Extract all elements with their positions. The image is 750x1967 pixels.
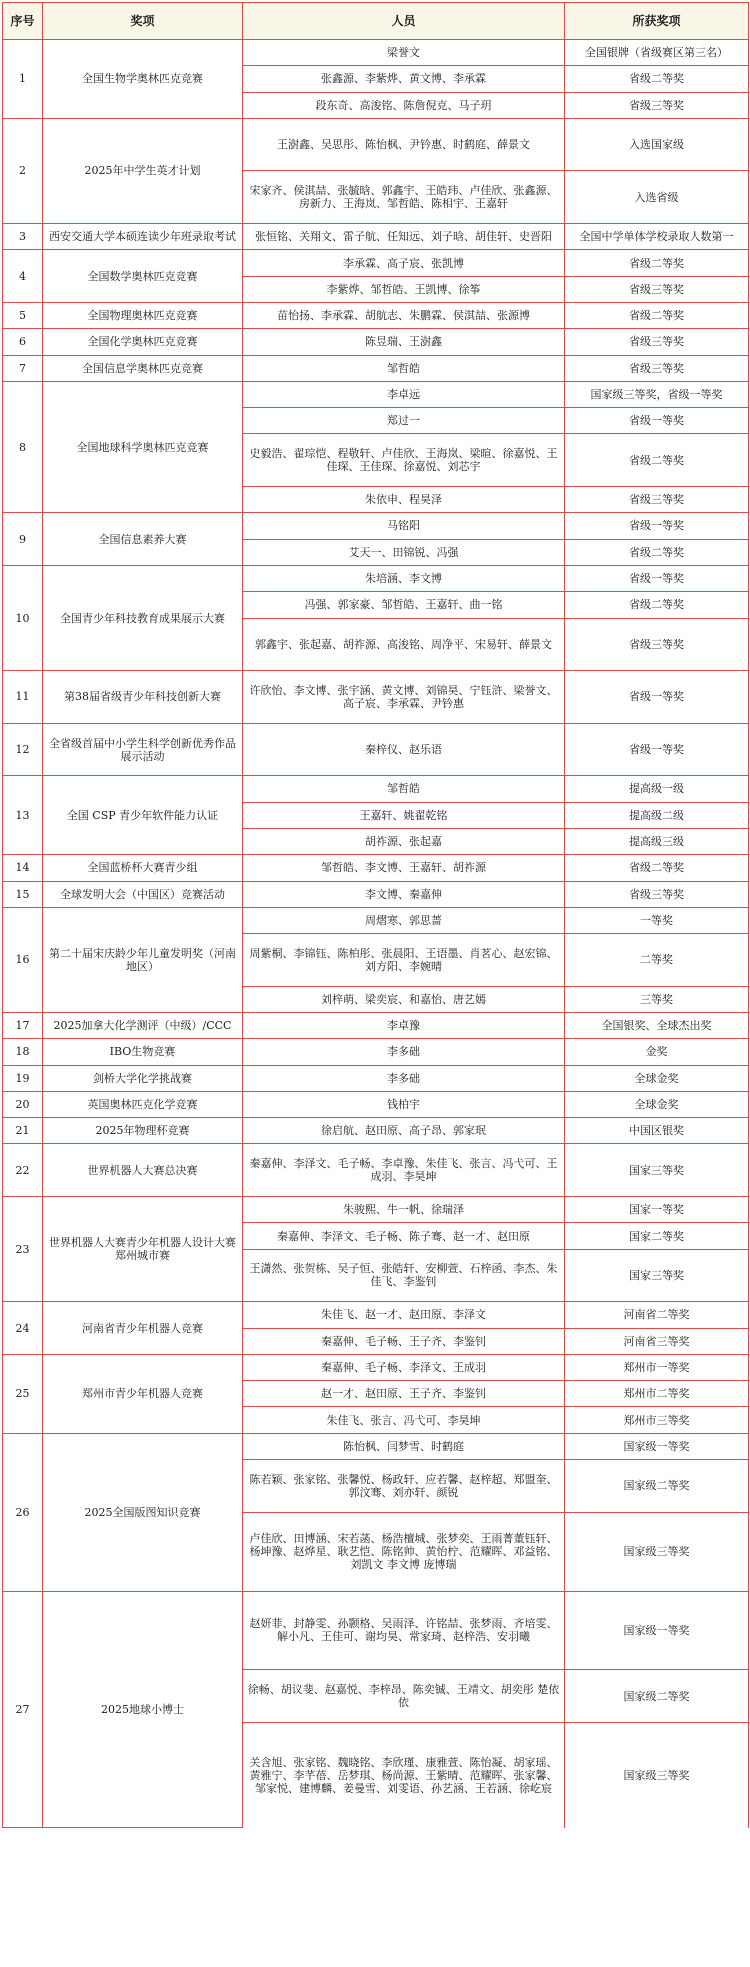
people-cell: 邹哲皓、李文博、王嘉轩、胡祚源	[243, 855, 565, 881]
table-row	[3, 224, 749, 250]
table-body	[3, 40, 749, 1828]
prize-cell: 提高级二级	[565, 802, 749, 828]
people-cell: 李文博、秦嘉伸	[243, 881, 565, 907]
row-number: 17	[3, 1012, 43, 1038]
prize-cell: 省级二等奖	[565, 855, 749, 881]
people-cell: 卢佳欣、田博涵、宋若菡、杨浩檀城、张梦奕、王雨菁董钰轩、杨坤豫、赵烨星、耿艺恺、陈铭帅、黄怡柠、范耀晖、邓益铭、刘凯文 李文博 庞博瑞	[243, 1512, 565, 1591]
people-cell: 苗怡扬、李承霖、胡航志、朱鹏霖、侯淇喆、张源博	[243, 302, 565, 328]
prize-cell: 国家级一等奖	[565, 1433, 749, 1459]
people-cell: 陈昱瑞、王澍鑫	[243, 329, 565, 355]
prize-cell: 国家二等奖	[565, 1223, 749, 1249]
people-cell: 朱培涵、李文博	[243, 565, 565, 591]
row-number: 27	[3, 1591, 43, 1828]
table-row	[3, 1591, 749, 1670]
prize-cell: 二等奖	[565, 934, 749, 987]
header-number: 序号	[3, 3, 43, 40]
prize-cell: 省级三等奖	[565, 276, 749, 302]
prize-cell: 国家级二等奖	[565, 1460, 749, 1513]
row-number: 3	[3, 224, 43, 250]
table-row	[3, 1302, 749, 1328]
award-name: 全国青少年科技教育成果展示大赛	[43, 565, 243, 670]
table-row	[3, 1012, 749, 1038]
row-number: 13	[3, 776, 43, 855]
prize-cell: 省级二等奖	[565, 539, 749, 565]
prize-cell: 三等奖	[565, 986, 749, 1012]
award-name: 世界机器人大赛青少年机器人设计大赛郑州城市赛	[43, 1197, 243, 1302]
row-number: 1	[3, 40, 43, 119]
award-name: 全国地球科学奥林匹克竞赛	[43, 381, 243, 512]
people-cell: 周紫桐、李锦钰、陈柏彤、张晨阳、王语墨、肖茗心、赵宏锦、刘方阳、李婉晴	[243, 934, 565, 987]
people-cell: 李紫烨、邹哲皓、王凯博、徐筝	[243, 276, 565, 302]
table-row	[3, 40, 749, 66]
table-row	[3, 329, 749, 355]
row-number: 11	[3, 671, 43, 724]
row-number: 10	[3, 565, 43, 670]
prize-cell: 郑州市一等奖	[565, 1354, 749, 1380]
people-cell: 朱依申、程昊泽	[243, 487, 565, 513]
table-row	[3, 1118, 749, 1144]
row-number: 24	[3, 1302, 43, 1355]
prize-cell: 省级一等奖	[565, 408, 749, 434]
people-cell: 秦嘉伸、毛子畅、王子齐、李鉴钊	[243, 1328, 565, 1354]
prize-cell: 一等奖	[565, 907, 749, 933]
prize-cell: 国家级三等奖	[565, 1512, 749, 1591]
table-row	[3, 855, 749, 881]
prize-cell: 省级二等奖	[565, 434, 749, 487]
people-cell: 徐畅、胡议斐、赵嘉悦、李梓昂、陈奕铖、王靖文、胡奕彤 楚依依	[243, 1670, 565, 1723]
row-number: 2	[3, 118, 43, 223]
table-row	[3, 907, 749, 933]
award-name: 全省级首届中小学生科学创新优秀作品展示活动	[43, 723, 243, 776]
table-row	[3, 355, 749, 381]
prize-cell: 省级二等奖	[565, 302, 749, 328]
row-number: 14	[3, 855, 43, 881]
people-cell: 李多础	[243, 1065, 565, 1091]
table-row	[3, 1433, 749, 1459]
prize-cell: 省级一等奖	[565, 723, 749, 776]
people-cell: 梁誉文	[243, 40, 565, 66]
award-name: 全国 CSP 青少年软件能力认证	[43, 776, 243, 855]
prize-cell: 提高级三级	[565, 828, 749, 854]
people-cell: 秦嘉伸、毛子畅、李泽文、王成羽	[243, 1354, 565, 1380]
prize-cell: 国家级三等奖，省级一等奖	[565, 381, 749, 407]
row-number: 23	[3, 1197, 43, 1302]
row-number: 19	[3, 1065, 43, 1091]
table-row	[3, 565, 749, 591]
table-row	[3, 1065, 749, 1091]
prize-cell: 国家一等奖	[565, 1197, 749, 1223]
row-number: 16	[3, 907, 43, 1012]
prize-cell: 省级一等奖	[565, 565, 749, 591]
prize-cell: 全球金奖	[565, 1065, 749, 1091]
people-cell: 秦嘉伸、李泽文、毛子畅、陈子骞、赵一才、赵田原	[243, 1223, 565, 1249]
award-name: 河南省青少年机器人竞赛	[43, 1302, 243, 1355]
row-number: 20	[3, 1091, 43, 1117]
row-number: 12	[3, 723, 43, 776]
people-cell: 艾天一、田锦锐、冯强	[243, 539, 565, 565]
table-row	[3, 513, 749, 539]
award-name: 世界机器人大赛总决赛	[43, 1144, 243, 1197]
row-number: 6	[3, 329, 43, 355]
prize-cell: 全球金奖	[565, 1091, 749, 1117]
prize-cell: 国家级三等奖	[565, 1723, 749, 1828]
award-name: 2025年中学生英才计划	[43, 118, 243, 223]
prize-cell: 省级一等奖	[565, 513, 749, 539]
award-name: 全国物理奥林匹克竞赛	[43, 302, 243, 328]
table-row	[3, 381, 749, 407]
table-header-row	[3, 3, 749, 40]
prize-cell: 省级三等奖	[565, 355, 749, 381]
award-name: 全国数学奥林匹克竞赛	[43, 250, 243, 303]
prize-cell: 省级三等奖	[565, 92, 749, 118]
award-name: 2025加拿大化学测评（中级）/CCC	[43, 1012, 243, 1038]
prize-cell: 省级二等奖	[565, 250, 749, 276]
people-cell: 朱骏熙、牛一帆、徐瑞泽	[243, 1197, 565, 1223]
award-name: 郑州市青少年机器人竞赛	[43, 1354, 243, 1433]
prize-cell: 入选国家级	[565, 118, 749, 171]
row-number: 18	[3, 1039, 43, 1065]
award-name: 剑桥大学化学挑战赛	[43, 1065, 243, 1091]
people-cell: 张恒铭、关翔文、雷子航、任知远、刘子晗、胡佳轩、史晋阳	[243, 224, 565, 250]
prize-cell: 中国区银奖	[565, 1118, 749, 1144]
award-name: 全国生物学奥林匹克竞赛	[43, 40, 243, 119]
table-row	[3, 1144, 749, 1197]
people-cell: 关含旭、张家铭、魏晓铭、李欣瑾、康雅萱、陈怡凝、胡家瑶、黄雅宁、李芊蓓、岳梦琪、杨尚源、王紫晴、范耀晖、张家馨、邹家悦、建博麟、姜曼雪、刘雯语、孙艺涵、王若涵、徐屹宸	[243, 1723, 565, 1828]
row-number: 4	[3, 250, 43, 303]
people-cell: 马铭阳	[243, 513, 565, 539]
people-cell: 宋家齐、侯淇喆、张毓晗、郭鑫宇、王皓玮、卢佳欣、张鑫源、房新力、王海岚、邹哲皓、陈相宇、王嘉轩	[243, 171, 565, 224]
prize-cell: 金奖	[565, 1039, 749, 1065]
people-cell: 李承霖、高子宸、张凯博	[243, 250, 565, 276]
prize-cell: 河南省二等奖	[565, 1302, 749, 1328]
row-number: 21	[3, 1118, 43, 1144]
header-award: 奖项	[43, 3, 243, 40]
award-name: 全国信息学奥林匹克竞赛	[43, 355, 243, 381]
table-row	[3, 250, 749, 276]
row-number: 22	[3, 1144, 43, 1197]
table-row	[3, 1091, 749, 1117]
people-cell: 段东奇、高浚铭、陈詹倪克、马子玥	[243, 92, 565, 118]
prize-cell: 入选省级	[565, 171, 749, 224]
prize-cell: 国家级一等奖	[565, 1591, 749, 1670]
header-people: 人员	[243, 3, 565, 40]
prize-cell: 国家三等奖	[565, 1249, 749, 1302]
people-cell: 王澍鑫、吴思彤、陈怡枫、尹钤惠、时鹤庭、薛景文	[243, 118, 565, 171]
people-cell: 许欣怡、李文博、张宇涵、黄文博、刘锦昊、宁钰浒、梁誉文、高子宸、李承霖、尹钤惠	[243, 671, 565, 724]
award-name: 全国化学奥林匹克竞赛	[43, 329, 243, 355]
award-name: 西安交通大学本硕连读少年班录取考试	[43, 224, 243, 250]
row-number: 9	[3, 513, 43, 566]
prize-cell: 省级二等奖	[565, 66, 749, 92]
prize-cell: 国家三等奖	[565, 1144, 749, 1197]
prize-cell: 河南省三等奖	[565, 1328, 749, 1354]
award-name: 全球发明大会（中国区）竞赛活动	[43, 881, 243, 907]
prize-cell: 郑州市二等奖	[565, 1381, 749, 1407]
people-cell: 朱佳飞、张言、冯弋可、李昊坤	[243, 1407, 565, 1433]
prize-cell: 提高级一级	[565, 776, 749, 802]
prize-cell: 全国银奖、全球杰出奖	[565, 1012, 749, 1038]
people-cell: 郭鑫宇、张起嘉、胡祚源、高浚铭、周净平、宋易轩、薛景文	[243, 618, 565, 671]
table-row	[3, 1354, 749, 1380]
people-cell: 徐启航、赵田原、高子昂、郭家珉	[243, 1118, 565, 1144]
row-number: 15	[3, 881, 43, 907]
people-cell: 赵妍菲、封静雯、孙颢格、吴雨泽、许铭喆、张梦雨、齐培雯、解小凡、王佳可、谢均昊、常家琦、赵梓浩、安羽曦	[243, 1591, 565, 1670]
people-cell: 钱柏宇	[243, 1091, 565, 1117]
people-cell: 赵一才、赵田原、王子齐、李鉴钊	[243, 1381, 565, 1407]
people-cell: 周熠寒、郭思蔷	[243, 907, 565, 933]
table-row	[3, 118, 749, 171]
row-number: 8	[3, 381, 43, 512]
people-cell: 陈怡枫、闫梦雪、时鹤庭	[243, 1433, 565, 1459]
people-cell: 李卓豫	[243, 1012, 565, 1038]
prize-cell: 省级三等奖	[565, 618, 749, 671]
prize-cell: 省级三等奖	[565, 487, 749, 513]
prize-cell: 省级三等奖	[565, 329, 749, 355]
table-row	[3, 671, 749, 724]
award-name: 第二十届宋庆龄少年儿童发明奖（河南地区）	[43, 907, 243, 1012]
prize-cell: 国家级二等奖	[565, 1670, 749, 1723]
people-cell: 朱佳飞、赵一才、赵田原、李泽文	[243, 1302, 565, 1328]
row-number: 7	[3, 355, 43, 381]
people-cell: 邹哲皓	[243, 355, 565, 381]
table-row	[3, 776, 749, 802]
people-cell: 陈若颖、张家铭、张馨悦、杨政轩、应若馨、赵梓超、郑盟奎、郭汶骞、刘亦轩、颜锐	[243, 1460, 565, 1513]
people-cell: 邹哲皓	[243, 776, 565, 802]
people-cell: 刘梓萌、梁奕宸、和嘉怡、唐艺嫣	[243, 986, 565, 1012]
row-number: 25	[3, 1354, 43, 1433]
awards-table	[2, 2, 749, 1828]
people-cell: 秦梓仪、赵乐语	[243, 723, 565, 776]
people-cell: 郑过一	[243, 408, 565, 434]
prize-cell: 省级二等奖	[565, 592, 749, 618]
people-cell: 冯强、郭家豪、邹哲皓、王嘉轩、曲一铭	[243, 592, 565, 618]
award-name: 英国奥林匹克化学竞赛	[43, 1091, 243, 1117]
table-row	[3, 723, 749, 776]
people-cell: 胡祚源、张起嘉	[243, 828, 565, 854]
prize-cell: 全国银牌（省级赛区第三名）	[565, 40, 749, 66]
prize-cell: 省级一等奖	[565, 671, 749, 724]
award-name: 2025年物理杯竞赛	[43, 1118, 243, 1144]
prize-cell: 郑州市三等奖	[565, 1407, 749, 1433]
table-row	[3, 1197, 749, 1223]
people-cell: 史毅浩、翟琮恺、程敬轩、卢佳欣、王海岚、梁暄、徐嘉悦、王佳琛、王佳琛、徐嘉悦、刘芯宇	[243, 434, 565, 487]
people-cell: 张鑫源、李紫烨、黄文博、李承霖	[243, 66, 565, 92]
award-name: IBO生物竞赛	[43, 1039, 243, 1065]
people-cell: 李多础	[243, 1039, 565, 1065]
award-name: 2025地球小博士	[43, 1591, 243, 1828]
award-name: 第38届省级青少年科技创新大赛	[43, 671, 243, 724]
row-number: 5	[3, 302, 43, 328]
table-row	[3, 881, 749, 907]
header-prize: 所获奖项	[565, 3, 749, 40]
table-row	[3, 1039, 749, 1065]
award-name: 全国蓝桥杯大赛青少组	[43, 855, 243, 881]
people-cell: 秦嘉伸、李泽文、毛子畅、李卓豫、朱佳飞、张言、冯弋可、王成羽、李昊坤	[243, 1144, 565, 1197]
table-row	[3, 302, 749, 328]
prize-cell: 省级三等奖	[565, 881, 749, 907]
row-number: 26	[3, 1433, 43, 1591]
people-cell: 李卓远	[243, 381, 565, 407]
people-cell: 王潇然、张贺栋、吴子恒、张皓轩、安柳萱、石梓函、李杰、朱佳飞、李鉴钊	[243, 1249, 565, 1302]
prize-cell: 全国中学单体学校录取人数第一	[565, 224, 749, 250]
people-cell: 王嘉轩、姚翟乾铭	[243, 802, 565, 828]
award-name: 全国信息素养大赛	[43, 513, 243, 566]
award-name: 2025全国版图知识竞赛	[43, 1433, 243, 1591]
